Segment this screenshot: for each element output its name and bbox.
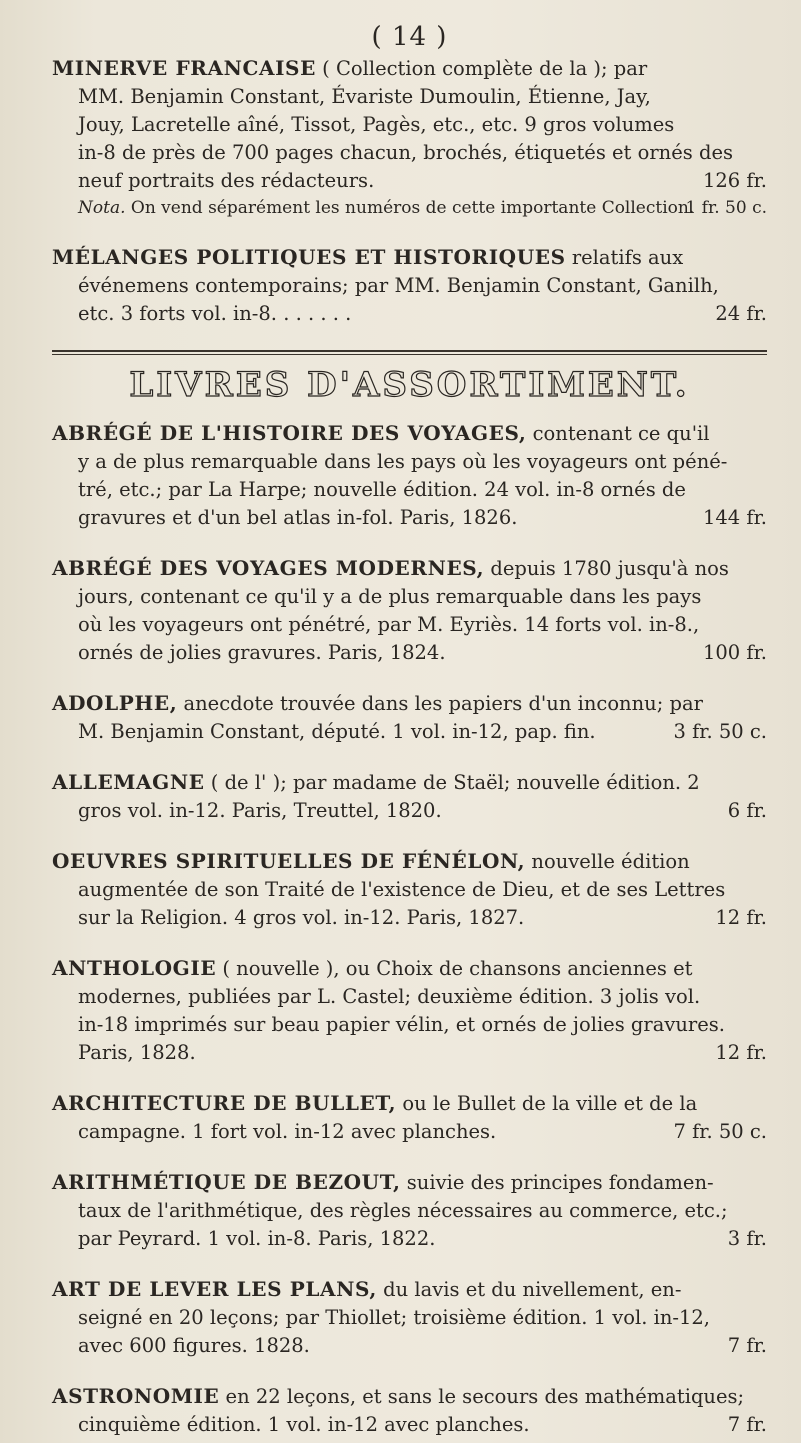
entry-line [52, 1332, 767, 1360]
entry-heading: ASTRONOMIE [52, 1384, 220, 1408]
entry-price: 7 fr. 50 c. [673, 1120, 767, 1143]
entry-price: 7 fr. [727, 1334, 767, 1357]
entry-text: in-18 imprimés sur beau papier vélin, et ornés de jolies gravures. [78, 1013, 726, 1036]
entry-line [52, 54, 767, 83]
catalogue-entry [52, 554, 767, 667]
entry-text: gravures et d'un bel atlas in-fol. Paris, 1826. [78, 506, 518, 529]
entry-line [52, 504, 767, 532]
entry-text: avec 600 figures. 1828. [78, 1334, 310, 1357]
entry-line [52, 611, 767, 639]
entry-text: nouvelle édition [525, 850, 690, 873]
catalogue-entry [52, 54, 767, 221]
catalogue-entry [52, 847, 767, 932]
page-number: ( 14 ) [371, 22, 448, 52]
entry-list [52, 419, 767, 1439]
entry-price: 126 fr. [702, 169, 767, 192]
entry-line [52, 847, 767, 876]
entry-price: 3 fr. 50 c. [673, 720, 767, 743]
entry-text: augmentée de son Traité de l'existence de Dieu, et de ses Lettres [78, 878, 726, 901]
catalogue-entry [52, 768, 767, 825]
entry-heading: ARITHMÉTIQUE DE BEZOUT, [52, 1170, 401, 1194]
entry-text: neuf portraits des rédacteurs. [78, 169, 375, 192]
note-label: Nota. [78, 198, 126, 218]
entry-line [52, 83, 767, 111]
entry-heading: ALLEMAGNE [52, 770, 205, 794]
entry-line [52, 243, 767, 272]
entry-heading: MÉLANGES POLITIQUES ET HISTORIQUES [52, 245, 566, 269]
entry-line [52, 111, 767, 139]
entry-text: Jouy, Lacretelle aîné, Tissot, Pagès, etc., etc. 9 gros volumes [78, 113, 675, 136]
catalogue-entry [52, 1275, 767, 1360]
entry-line [52, 554, 767, 583]
entry-text: MM. Benjamin Constant, Évariste Dumoulin, Étienne, Jay, [78, 85, 651, 108]
catalogue-entry [52, 689, 767, 746]
entry-text: ou le Bullet de la ville et de la [396, 1092, 698, 1115]
entry-text: anecdote trouvée dans les papiers d'un inconnu; par [177, 692, 703, 715]
entry-line [52, 419, 767, 448]
entry-line [52, 797, 767, 825]
entry-line [52, 448, 767, 476]
entry-line [52, 167, 767, 195]
entry-text: cinquième édition. 1 vol. in-12 avec planches. [78, 1413, 530, 1436]
top-entries [52, 54, 767, 328]
entry-price: 24 fr. [715, 302, 767, 325]
entry-text: événemens contemporains; par MM. Benjamin Constant, Ganilh, [78, 274, 719, 297]
entry-line [52, 904, 767, 932]
catalogue-entry [52, 243, 767, 328]
entry-text: y a de plus remarquable dans les pays où les voyageurs ont péné- [78, 450, 728, 473]
catalogue-entry [52, 1382, 767, 1439]
entry-line [52, 583, 767, 611]
entry-line [52, 876, 767, 904]
entry-line [52, 300, 767, 328]
entry-heading: ABRÉGÉ DES VOYAGES MODERNES, [52, 556, 485, 580]
entry-line [52, 1118, 767, 1146]
entry-price: 100 fr. [702, 641, 767, 664]
entry-line [52, 476, 767, 504]
entry-line [52, 1225, 767, 1253]
entry-heading: ARCHITECTURE DE BULLET, [52, 1091, 397, 1115]
entry-text: ( Collection complète de la ); par [315, 57, 648, 80]
catalogue-entry [52, 954, 767, 1067]
section-title: LIVRES D'ASSORTIMENT. [129, 365, 690, 405]
entry-heading: ADOLPHE, [52, 691, 178, 715]
entry-text: campagne. 1 fort vol. in-12 avec planches. [78, 1120, 497, 1143]
entry-line [52, 1304, 767, 1332]
entry-text: modernes, publiées par L. Castel; deuxième édition. 3 jolis vol. [78, 985, 701, 1008]
entry-line [52, 954, 767, 983]
entry-line [52, 272, 767, 300]
entry-line [52, 1089, 767, 1118]
entry-text: où les voyageurs ont pénétré, par M. Eyriès. 14 forts vol. in-8., [78, 613, 700, 636]
note-text: On vend séparément les numéros de cette importante Collection. [125, 198, 695, 218]
entry-price: 6 fr. [727, 799, 767, 822]
entry-text: taux de l'arithmétique, des règles nécessaires au commerce, etc.; [78, 1199, 728, 1222]
entry-heading: MINERVE FRANCAISE [52, 56, 316, 80]
entry-heading: ANTHOLOGIE [52, 956, 217, 980]
entry-text: jours, contenant ce qu'il y a de plus remarquable dans les pays [78, 585, 702, 608]
entry-price: 144 fr. [702, 506, 767, 529]
entry-heading: OEUVRES SPIRITUELLES DE FÉNÉLON, [52, 849, 526, 873]
entry-note [78, 195, 767, 221]
entry-line [52, 983, 767, 1011]
entry-text: ( nouvelle ), ou Choix de chansons anciennes et [216, 957, 693, 980]
entry-text: tré, etc.; par La Harpe; nouvelle édition. 24 vol. in-8 ornés de [78, 478, 686, 501]
entry-text: gros vol. in-12. Paris, Treuttel, 1820. [78, 799, 442, 822]
entry-text: en 22 leçons, et sans le secours des mathématiques; [219, 1385, 745, 1408]
entry-text: M. Benjamin Constant, député. 1 vol. in-12, pap. fin. [78, 720, 596, 743]
entry-line [52, 768, 767, 797]
entry-line [52, 1411, 767, 1439]
entry-line [52, 1039, 767, 1067]
note-price: 1 fr. 50 c. [685, 198, 767, 218]
entry-text: contenant ce qu'il [526, 422, 710, 445]
entry-text: ( de l' ); par madame de Staël; nouvelle édition. 2 [204, 771, 700, 794]
entry-text: etc. 3 forts vol. in-8. . . . . . . [78, 302, 352, 325]
entry-price: 12 fr. [715, 1041, 767, 1064]
entry-line [52, 689, 767, 718]
entry-price: 7 fr. [727, 1413, 767, 1436]
entry-line [52, 1011, 767, 1039]
entry-line [52, 1275, 767, 1304]
entry-heading: ART DE LEVER LES PLANS, [52, 1277, 377, 1301]
section-rule [52, 350, 767, 355]
entry-line [52, 718, 767, 746]
entry-text: ornés de jolies gravures. Paris, 1824. [78, 641, 446, 664]
entry-line [52, 639, 767, 667]
entry-text: in-8 de près de 700 pages chacun, brochés, étiquetés et ornés des [78, 141, 733, 164]
entry-line [52, 1168, 767, 1197]
entry-text: relatifs aux [565, 246, 684, 269]
entry-text: sur la Religion. 4 gros vol. in-12. Paris, 1827. [78, 906, 525, 929]
entry-line [52, 1197, 767, 1225]
entry-text: Paris, 1828. [78, 1041, 196, 1064]
catalogue-entry [52, 419, 767, 532]
catalogue-entry [52, 1089, 767, 1146]
entry-heading: ABRÉGÉ DE L'HISTOIRE DES VOYAGES, [52, 421, 527, 445]
entry-price: 12 fr. [715, 906, 767, 929]
entry-text: du lavis et du nivellement, en- [376, 1278, 682, 1301]
entry-line [52, 139, 767, 167]
entry-text: suivie des principes fondamen- [400, 1171, 714, 1194]
entry-text: seigné en 20 leçons; par Thiollet; troisième édition. 1 vol. in-12, [78, 1306, 710, 1329]
entry-text: par Peyrard. 1 vol. in-8. Paris, 1822. [78, 1227, 436, 1250]
entry-text: depuis 1780 jusqu'à nos [484, 557, 729, 580]
catalogue-entry [52, 1168, 767, 1253]
entry-price: 3 fr. [727, 1227, 767, 1250]
entry-line [52, 1382, 767, 1411]
